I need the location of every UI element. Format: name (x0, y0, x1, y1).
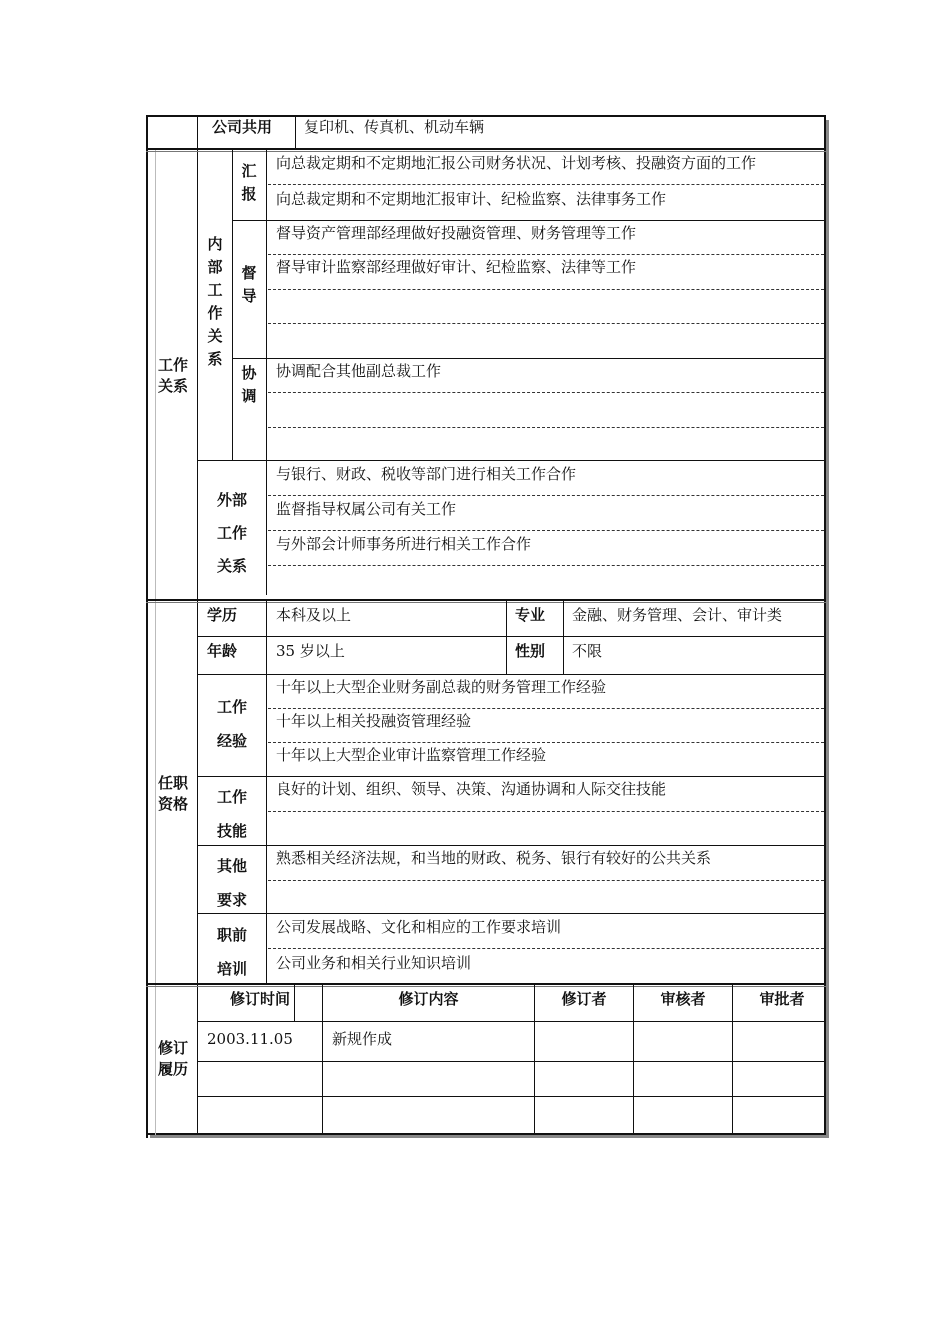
coordinate-item-1: 协调配合其他副总裁工作 (276, 362, 442, 380)
major-label: 专业 (515, 606, 546, 624)
experience-item-2: 十年以上相关投融资管理经验 (276, 712, 472, 730)
dashed-rule (268, 184, 824, 185)
row-line (197, 1061, 826, 1062)
skills-item-1: 良好的计划、组织、领导、决策、沟通协调和人际交往技能 (276, 780, 667, 798)
shared-value: 复印机、传真机、机动车辆 (304, 118, 485, 136)
internal-col-line (232, 150, 233, 460)
dashed-rule (268, 427, 824, 428)
experience-item-3: 十年以上大型企业审计监察管理工作经验 (276, 746, 547, 764)
row-line (197, 1096, 826, 1097)
coordinate-label: 协 调 (241, 364, 257, 405)
dashed-rule (268, 289, 824, 290)
rev-row-1-time: 2003.11.05 (207, 1030, 293, 1048)
major-right-line (563, 600, 564, 674)
experience-item-1: 十年以上大型企业财务副总裁的财务管理工作经验 (276, 678, 607, 696)
row-line (197, 674, 826, 675)
qualifications-label: 任职 资格 (157, 774, 188, 813)
shared-divider (295, 115, 296, 148)
rev-header-approver: 审批者 (759, 990, 805, 1008)
right-shadow (826, 120, 829, 1136)
rev-header-reviewer: 审核者 (660, 990, 706, 1008)
report-item-1: 向总裁定期和不定期地汇报公司财务状况、计划考核、投融资方面的工作 (276, 154, 757, 172)
education-value: 本科及以上 (276, 606, 352, 624)
dashed-rule (268, 565, 824, 566)
rev-row-1-content: 新规作成 (332, 1030, 393, 1048)
experience-label: 工作 经验 (216, 698, 247, 750)
rev-header-time: 修订时间 (229, 990, 290, 1008)
revision-label: 修订 履历 (157, 1039, 188, 1078)
major-left-line (506, 600, 507, 674)
other-label: 其他 要求 (216, 857, 247, 909)
age-label: 年龄 (207, 642, 238, 660)
external-label: 外部 工作 关系 (216, 491, 247, 575)
dashed-rule (268, 811, 824, 812)
content-col-line (266, 150, 267, 595)
col1-line (197, 115, 198, 1135)
age-value: 35 岁以上 (276, 642, 345, 660)
section-line-1 (146, 148, 826, 150)
row-line (197, 913, 826, 914)
row-line (197, 1021, 826, 1022)
supervise-label: 督 导 (241, 264, 257, 305)
dashed-rule (268, 708, 824, 709)
section-line-3 (146, 983, 826, 985)
section-line-1b (146, 151, 826, 152)
row-line (232, 220, 826, 221)
education-label: 学历 (207, 606, 238, 624)
shared-label: 公司共用 (212, 118, 273, 136)
bottom-shadow (150, 1135, 829, 1138)
gender-label: 性别 (515, 642, 546, 660)
dashed-rule (268, 392, 824, 393)
dashed-rule (268, 742, 824, 743)
training-item-2: 公司业务和相关行业知识培训 (276, 954, 472, 972)
major-value: 金融、财务管理、会计、审计类 (572, 606, 783, 624)
training-label: 职前 培训 (216, 926, 247, 978)
section-line-2 (146, 599, 826, 601)
section-line-2b (146, 602, 826, 603)
skills-label: 工作 技能 (216, 788, 247, 840)
dashed-rule (268, 254, 824, 255)
row-line (232, 358, 826, 359)
dashed-rule (268, 530, 824, 531)
row-line (197, 845, 826, 846)
rev-header-content: 修订内容 (398, 990, 459, 1008)
external-item-2: 监督指导权属公司有关工作 (276, 500, 457, 518)
supervise-item-1: 督导资产管理部经理做好投融资管理、财务管理等工作 (276, 224, 637, 242)
col0-faint-line (155, 150, 156, 1135)
supervise-item-2: 督导审计监察部经理做好审计、纪检监察、法律等工作 (276, 258, 637, 276)
dashed-rule (268, 948, 824, 949)
gender-value: 不限 (572, 642, 603, 660)
other-item-1: 熟悉相关经济法规，和当地的财政、税务、银行有较好的公共关系 (276, 849, 712, 867)
dashed-rule (268, 323, 824, 324)
row-line (197, 636, 826, 637)
work-relations-label: 工作 关系 (157, 356, 188, 395)
report-label: 汇 报 (241, 162, 257, 203)
section-line-3b (146, 986, 826, 987)
row-line (197, 460, 826, 461)
dashed-rule (268, 880, 824, 881)
top-border (146, 115, 826, 117)
row-line (197, 776, 826, 777)
external-item-1: 与银行、财政、税收等部门进行相关工作合作 (276, 465, 577, 483)
external-item-3: 与外部会计师事务所进行相关工作合作 (276, 535, 532, 553)
rev-header-reviser: 修订者 (561, 990, 607, 1008)
training-item-1: 公司发展战略、文化和相应的工作要求培训 (276, 918, 562, 936)
dashed-rule (268, 495, 824, 496)
qual-content-line (266, 600, 267, 985)
internal-label: 内 部 工 作 关 系 (207, 235, 223, 368)
report-item-2: 向总裁定期和不定期地汇报审计、纪检监察、法律事务工作 (276, 190, 667, 208)
